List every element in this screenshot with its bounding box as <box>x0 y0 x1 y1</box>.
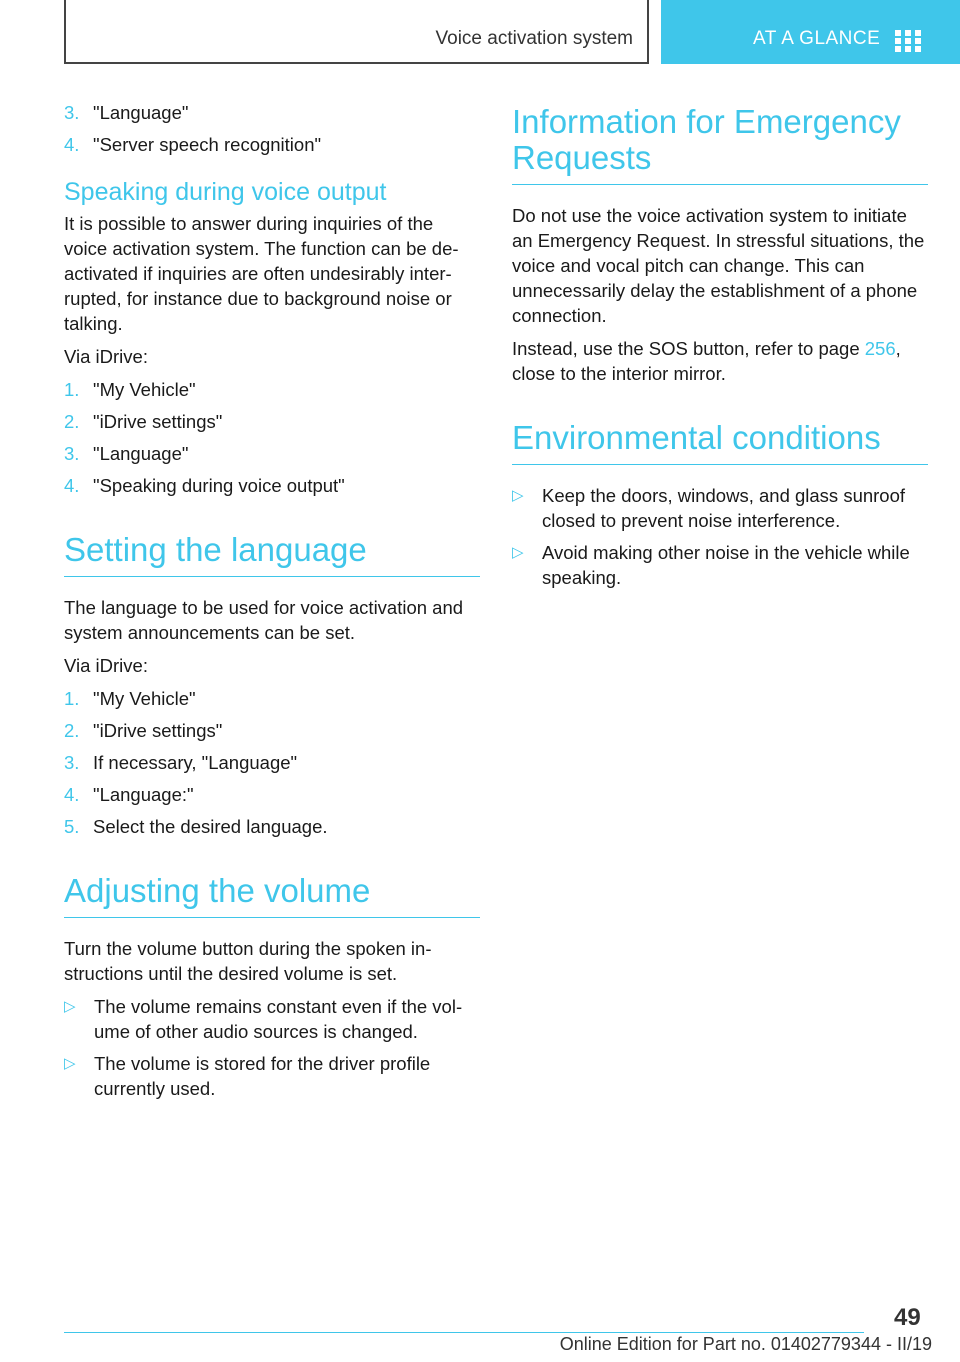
list-item <box>512 483 928 533</box>
speaking-body: It is possible to answer during inquiries of the voice activation system. The function can be deactivated if inquiries are often undesirably interrupted, for instance due to background noise or talking. <box>64 213 459 334</box>
list-item <box>64 132 480 157</box>
volume-body: Turn the volume button during the spoken instructions until the desired volume is set. <box>64 938 432 984</box>
list-item <box>64 750 480 775</box>
speaking-heading: Speaking during voice output <box>64 178 387 206</box>
intro-steps <box>64 100 480 157</box>
page-number: 49 <box>894 1304 921 1331</box>
environment-heading: Environmental conditions <box>512 420 928 465</box>
step-text: Select the desired language. <box>93 816 328 837</box>
volume-heading: Adjusting the volume <box>64 873 480 918</box>
header-box <box>64 0 649 64</box>
list-item <box>64 473 480 498</box>
language-via: Via iDrive: <box>64 655 148 676</box>
right-column <box>512 100 928 598</box>
list-item <box>64 100 480 125</box>
step-number: 2. <box>64 720 80 741</box>
step-number: 1. <box>64 379 80 400</box>
triangle-bullet-icon: ▷ <box>512 544 524 561</box>
footer-edition: Online Edition for Part no. 01402779344 - II/19 <box>559 1334 932 1354</box>
step-text: "Language" <box>93 102 189 123</box>
step-text: "Server speech recognition" <box>93 134 322 155</box>
environment-bullets <box>512 483 928 590</box>
grid-icon <box>895 30 921 52</box>
step-text: "iDrive settings" <box>93 411 223 432</box>
triangle-bullet-icon: ▷ <box>64 998 76 1015</box>
list-item <box>64 718 480 743</box>
header-title: Voice activation system <box>435 28 633 49</box>
step-number: 3. <box>64 443 80 464</box>
step-number: 1. <box>64 688 80 709</box>
step-number: 4. <box>64 784 80 805</box>
volume-bullets <box>64 994 480 1101</box>
step-number: 2. <box>64 411 80 432</box>
list-item <box>64 994 480 1044</box>
footer-divider <box>64 1332 864 1333</box>
language-steps <box>64 686 480 839</box>
speaking-steps <box>64 377 480 498</box>
triangle-bullet-icon: ▷ <box>64 1055 76 1072</box>
step-text: "Speaking during voice output" <box>93 475 345 496</box>
step-text: "iDrive settings" <box>93 720 223 741</box>
list-item <box>512 540 928 590</box>
instead-text: Instead, use the SOS button, refer to page <box>512 338 865 359</box>
list-item <box>64 409 480 434</box>
list-item <box>64 782 480 807</box>
step-number: 4. <box>64 475 80 496</box>
step-number: 4. <box>64 134 80 155</box>
emergency-body: Do not use the voice activation system to initiate an Emergency Request. In stressful situations, the voice and vocal pitch can change. This can unnecessarily delay the establishment of a phone connection. <box>512 205 925 326</box>
speaking-via: Via iDrive: <box>64 346 148 367</box>
list-item <box>64 1051 480 1101</box>
step-number: 3. <box>64 102 80 123</box>
step-text: If necessary, "Language" <box>93 752 298 773</box>
step-number: 3. <box>64 752 80 773</box>
step-text: "Language:" <box>93 784 194 805</box>
bullet-text: The volume remains constant even if the volume of other audio sources is changed. <box>94 996 463 1042</box>
step-text: "My Vehicle" <box>93 379 196 400</box>
page-reference-link[interactable]: 256 <box>864 338 896 359</box>
instead-text-end: , close to the interior mirror. <box>512 338 901 384</box>
emergency-instead <box>512 336 928 386</box>
bullet-text: The volume is stored for the driver profile currently used. <box>94 1053 431 1099</box>
language-heading: Setting the language <box>64 532 480 577</box>
triangle-bullet-icon: ▷ <box>512 487 524 504</box>
language-body: The language to be used for voice activation and system announcements can be set. <box>64 597 464 643</box>
step-text: "My Vehicle" <box>93 688 196 709</box>
list-item <box>64 441 480 466</box>
header-accent-bar <box>661 0 960 64</box>
left-column <box>64 100 480 1109</box>
step-number: 5. <box>64 816 80 837</box>
bullet-text: Keep the doors, windows, and glass sunroof closed to prevent noise interference. <box>542 485 906 531</box>
step-text: "Language" <box>93 443 189 464</box>
bullet-text: Avoid making other noise in the vehicle while speaking. <box>542 542 910 588</box>
list-item <box>64 686 480 711</box>
emergency-heading: Information for Emergency Requests <box>512 104 928 185</box>
list-item <box>64 377 480 402</box>
header-section-label: AT A GLANCE <box>753 28 881 49</box>
list-item <box>64 814 480 839</box>
